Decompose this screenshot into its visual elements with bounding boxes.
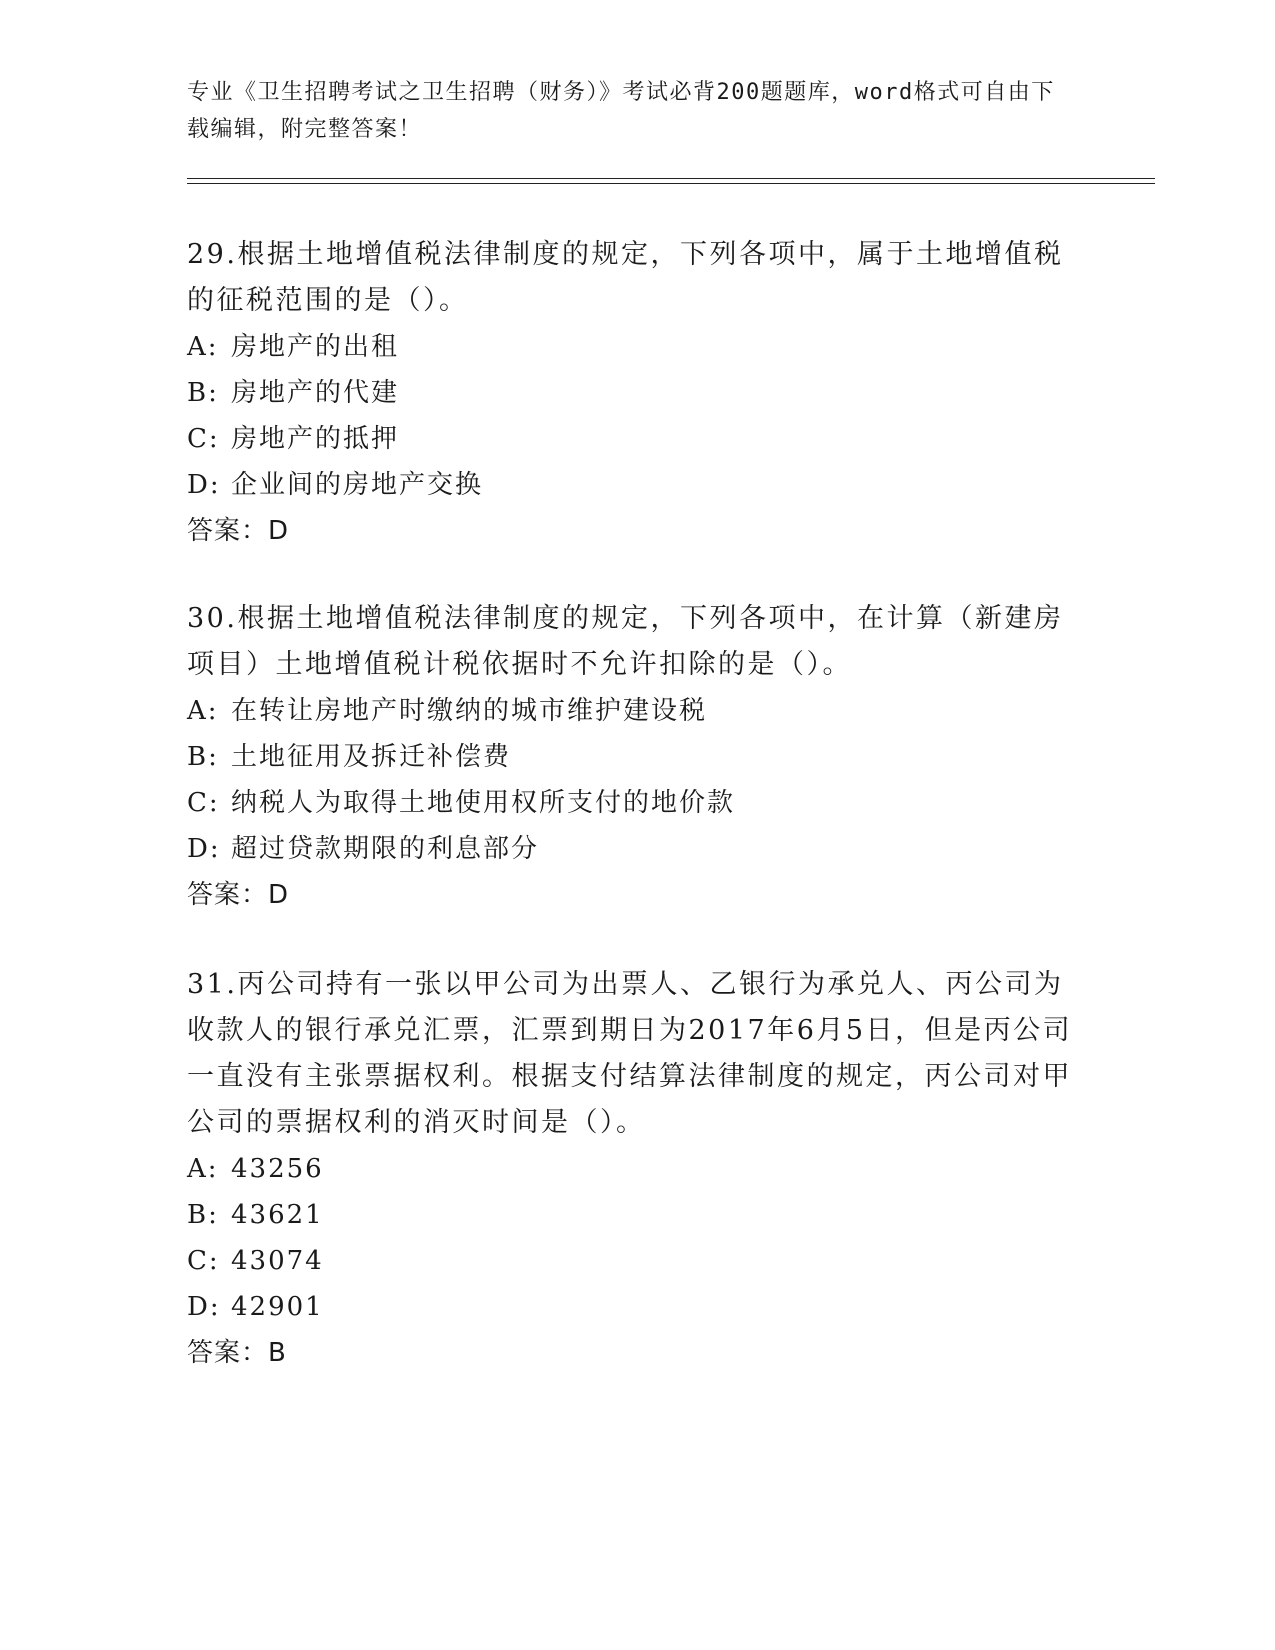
header-intro-text: 专业《卫生招聘考试之卫生招聘（财务）》考试必背200题题库，word格式可自由下载编辑，附完整答案！ <box>187 80 1055 142</box>
option-key: A: <box>187 1154 219 1184</box>
option-text: 在转让房地产时缴纳的城市维护建设税 <box>231 696 708 726</box>
option-a <box>187 1146 1077 1192</box>
option-a <box>187 324 1077 370</box>
option-d <box>187 1284 1077 1330</box>
option-key: D: <box>187 834 221 864</box>
option-key: B: <box>187 742 219 772</box>
option-b <box>187 370 1077 416</box>
option-text: 纳税人为取得土地使用权所支付的地价款 <box>231 788 736 818</box>
option-text: 43621 <box>231 1200 324 1230</box>
answer-line: 答案：D <box>187 880 290 910</box>
option-a <box>187 688 1077 734</box>
option-text: 超过贷款期限的利息部分 <box>231 834 540 864</box>
option-d <box>187 826 1077 872</box>
option-text: 企业间的房地产交换 <box>231 470 484 500</box>
question-30 <box>187 596 1077 918</box>
header-divider-bottom <box>187 183 1155 184</box>
option-d <box>187 462 1077 508</box>
option-key: C: <box>187 424 220 454</box>
option-key: B: <box>187 1200 219 1230</box>
option-key: A: <box>187 696 219 726</box>
question-stem: 29.根据土地增值税法律制度的规定，下列各项中，属于土地增值税的征税范围的是（）。 <box>187 239 1064 316</box>
answer-line: 答案：D <box>187 516 290 546</box>
answer-line: 答案：B <box>187 1338 287 1368</box>
question-stem: 31.丙公司持有一张以甲公司为出票人、乙银行为承兑人、丙公司为收款人的银行承兑汇票，汇票到期日为2017年6月5日，但是丙公司一直没有主张票据权利。根据支付结算法律制度的规定，丙公司对甲公司的票据权利的消灭时间是（）。 <box>187 969 1073 1138</box>
option-key: C: <box>187 1246 220 1276</box>
option-key: A: <box>187 332 219 362</box>
document-header <box>187 74 1067 148</box>
option-key: D: <box>187 470 221 500</box>
option-text: 土地征用及拆迁补偿费 <box>231 742 512 772</box>
option-text: 42901 <box>231 1292 324 1322</box>
question-31 <box>187 962 1077 1376</box>
question-stem: 30.根据土地增值税法律制度的规定，下列各项中，在计算（新建房项目）土地增值税计税依据时不允许扣除的是（）。 <box>187 603 1064 680</box>
option-text: 房地产的出租 <box>231 332 400 362</box>
header-divider-top <box>187 178 1155 179</box>
option-b <box>187 1192 1077 1238</box>
option-text: 房地产的代建 <box>231 378 400 408</box>
option-key: C: <box>187 788 220 818</box>
option-c <box>187 416 1077 462</box>
option-key: B: <box>187 378 219 408</box>
option-text: 43074 <box>231 1246 324 1276</box>
option-c <box>187 780 1077 826</box>
question-29 <box>187 232 1077 554</box>
option-text: 43256 <box>231 1154 324 1184</box>
option-key: D: <box>187 1292 221 1322</box>
option-b <box>187 734 1077 780</box>
option-text: 房地产的抵押 <box>231 424 400 454</box>
option-c <box>187 1238 1077 1284</box>
